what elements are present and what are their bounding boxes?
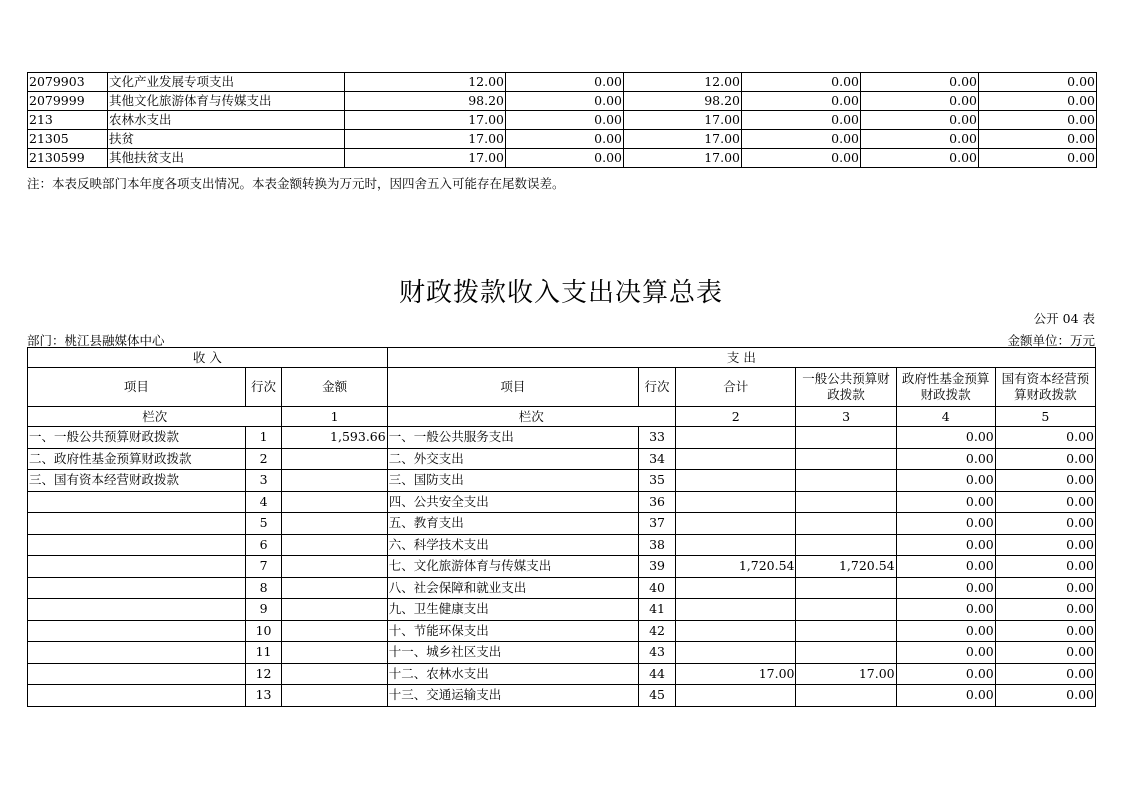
income-item-header: 项目 — [28, 368, 246, 407]
subject-name: 农林水支出 — [108, 111, 345, 130]
expense-row-no: 33 — [639, 427, 676, 449]
income-amount — [282, 642, 387, 664]
amount-cell: 0.00 — [861, 130, 979, 149]
fund-budget-amount: 0.00 — [896, 427, 995, 449]
income-amount — [282, 491, 387, 513]
amount-cell: 0.00 — [506, 73, 624, 92]
amount-cell: 0.00 — [979, 73, 1097, 92]
amount-cell: 0.00 — [742, 149, 861, 168]
income-item — [28, 663, 246, 685]
general-budget-amount — [796, 620, 896, 642]
expense-item: 十二、农林水支出 — [387, 663, 638, 685]
state-capital-amount: 0.00 — [995, 642, 1095, 664]
table-row — [28, 92, 1097, 111]
income-row-no: 2 — [245, 448, 282, 470]
general-budget-amount — [796, 448, 896, 470]
amount-cell: 0.00 — [506, 111, 624, 130]
general-budget-amount — [796, 427, 896, 449]
col-number-1: 1 — [282, 407, 387, 427]
expense-detail-table — [27, 72, 1097, 168]
amount-cell: 0.00 — [742, 111, 861, 130]
expense-row-no: 38 — [639, 534, 676, 556]
expense-item: 六、科学技术支出 — [387, 534, 638, 556]
income-item — [28, 491, 246, 513]
income-amount — [282, 620, 387, 642]
income-row-no: 1 — [245, 427, 282, 449]
amount-cell: 17.00 — [345, 111, 506, 130]
fund-budget-amount: 0.00 — [896, 620, 995, 642]
fund-budget-header: 政府性基金预算财政拨款 — [896, 368, 995, 407]
income-header: 收 入 — [28, 348, 388, 368]
income-row-no: 4 — [245, 491, 282, 513]
subject-code: 2079999 — [28, 92, 108, 111]
expense-item-header: 项目 — [387, 368, 638, 407]
fund-budget-amount: 0.00 — [896, 513, 995, 535]
amount-cell: 0.00 — [979, 111, 1097, 130]
total-amount — [675, 685, 796, 707]
expense-row-no: 44 — [639, 663, 676, 685]
fund-budget-amount: 0.00 — [896, 491, 995, 513]
income-item — [28, 642, 246, 664]
header-row-sections — [28, 348, 1096, 368]
table-row — [28, 111, 1097, 130]
state-capital-amount: 0.00 — [995, 534, 1095, 556]
state-capital-header: 国有资本经营预算财政拨款 — [995, 368, 1095, 407]
department-label: 部门：桃江县融媒体中心 — [27, 333, 165, 348]
expense-item: 七、文化旅游体育与传媒支出 — [387, 556, 638, 578]
expense-row-no: 43 — [639, 642, 676, 664]
general-budget-amount — [796, 577, 896, 599]
income-amount — [282, 663, 387, 685]
subject-name: 其他文化旅游体育与传媒支出 — [108, 92, 345, 111]
expense-item: 九、卫生健康支出 — [387, 599, 638, 621]
general-budget-header: 一般公共预算财政拨款 — [796, 368, 896, 407]
table-row — [28, 685, 1096, 707]
table-row — [28, 599, 1096, 621]
fund-budget-amount: 0.00 — [896, 534, 995, 556]
amount-cell: 0.00 — [861, 73, 979, 92]
subject-name: 文化产业发展专项支出 — [108, 73, 345, 92]
amount-cell: 17.00 — [345, 149, 506, 168]
general-budget-amount — [796, 685, 896, 707]
state-capital-amount: 0.00 — [995, 685, 1095, 707]
income-item: 二、政府性基金预算财政拨款 — [28, 448, 246, 470]
amount-cell: 98.20 — [624, 92, 742, 111]
state-capital-amount: 0.00 — [995, 620, 1095, 642]
amount-cell: 17.00 — [345, 130, 506, 149]
col-number-5: 5 — [995, 407, 1095, 427]
subject-code: 213 — [28, 111, 108, 130]
general-budget-amount — [796, 534, 896, 556]
income-item — [28, 685, 246, 707]
amount-cell: 0.00 — [506, 149, 624, 168]
income-item — [28, 556, 246, 578]
income-lanci-label: 栏次 — [28, 407, 282, 427]
table-row — [28, 427, 1096, 449]
income-item — [28, 577, 246, 599]
income-row-no: 3 — [245, 470, 282, 492]
total-amount — [675, 491, 796, 513]
state-capital-amount: 0.00 — [995, 448, 1095, 470]
income-item — [28, 620, 246, 642]
expense-item: 五、教育支出 — [387, 513, 638, 535]
amount-cell: 0.00 — [506, 92, 624, 111]
expense-row-no: 45 — [639, 685, 676, 707]
income-row-no: 12 — [245, 663, 282, 685]
state-capital-amount: 0.00 — [995, 556, 1095, 578]
subject-code: 21305 — [28, 130, 108, 149]
fund-budget-amount: 0.00 — [896, 556, 995, 578]
general-budget-amount — [796, 491, 896, 513]
income-amount — [282, 685, 387, 707]
state-capital-amount: 0.00 — [995, 491, 1095, 513]
table-note: 注：本表反映部门本年度各项支出情况。本表金额转换为万元时，因四舍五入可能存在尾数误差。 — [27, 176, 565, 191]
expense-detail-body — [28, 73, 1097, 168]
income-item: 三、国有资本经营财政拨款 — [28, 470, 246, 492]
table-row — [28, 556, 1096, 578]
income-amount — [282, 470, 387, 492]
table-row — [28, 534, 1096, 556]
income-row-no: 9 — [245, 599, 282, 621]
general-budget-amount — [796, 470, 896, 492]
amount-cell: 0.00 — [506, 130, 624, 149]
general-budget-amount — [796, 599, 896, 621]
amount-cell: 0.00 — [979, 149, 1097, 168]
total-amount — [675, 599, 796, 621]
table-row — [28, 491, 1096, 513]
amount-cell: 0.00 — [861, 92, 979, 111]
amount-cell: 12.00 — [624, 73, 742, 92]
total-amount — [675, 448, 796, 470]
expense-item: 十、节能环保支出 — [387, 620, 638, 642]
amount-cell: 0.00 — [979, 130, 1097, 149]
fund-budget-amount: 0.00 — [896, 470, 995, 492]
income-amount — [282, 448, 387, 470]
expense-row-no: 42 — [639, 620, 676, 642]
expense-lanci-label: 栏次 — [387, 407, 675, 427]
header-row-columns — [28, 368, 1096, 407]
table-row — [28, 577, 1096, 599]
table-row — [28, 149, 1097, 168]
expense-item: 八、社会保障和就业支出 — [387, 577, 638, 599]
income-amount — [282, 513, 387, 535]
expense-item: 二、外交支出 — [387, 448, 638, 470]
amount-cell: 17.00 — [624, 149, 742, 168]
income-amount — [282, 556, 387, 578]
total-amount — [675, 620, 796, 642]
fiscal-summary-body — [28, 348, 1096, 707]
amount-cell: 0.00 — [742, 73, 861, 92]
subject-name: 其他扶贫支出 — [108, 149, 345, 168]
income-amount — [282, 577, 387, 599]
table-row — [28, 448, 1096, 470]
fund-budget-amount: 0.00 — [896, 685, 995, 707]
income-row-no: 6 — [245, 534, 282, 556]
expense-item: 四、公共安全支出 — [387, 491, 638, 513]
subject-code: 2130599 — [28, 149, 108, 168]
amount-cell: 98.20 — [345, 92, 506, 111]
amount-unit-label: 金额单位：万元 — [1007, 333, 1095, 348]
general-budget-amount: 17.00 — [796, 663, 896, 685]
income-item — [28, 513, 246, 535]
expense-item: 一、一般公共服务支出 — [387, 427, 638, 449]
total-amount — [675, 427, 796, 449]
subject-name: 扶贫 — [108, 130, 345, 149]
table-row — [28, 663, 1096, 685]
form-number: 公开 04 表 — [1033, 311, 1095, 326]
income-item — [28, 534, 246, 556]
fund-budget-amount: 0.00 — [896, 663, 995, 685]
fund-budget-amount: 0.00 — [896, 577, 995, 599]
expense-row-no: 39 — [639, 556, 676, 578]
fund-budget-amount: 0.00 — [896, 642, 995, 664]
income-row-no: 13 — [245, 685, 282, 707]
expense-header: 支 出 — [387, 348, 1095, 368]
amount-cell: 12.00 — [345, 73, 506, 92]
income-item — [28, 599, 246, 621]
income-row-no: 7 — [245, 556, 282, 578]
amount-cell: 0.00 — [979, 92, 1097, 111]
amount-cell: 17.00 — [624, 130, 742, 149]
total-amount — [675, 577, 796, 599]
fiscal-summary-table — [27, 347, 1096, 707]
income-row-no: 11 — [245, 642, 282, 664]
amount-cell: 0.00 — [742, 92, 861, 111]
total-amount: 1,720.54 — [675, 556, 796, 578]
general-budget-amount — [796, 642, 896, 664]
income-row-no: 5 — [245, 513, 282, 535]
table-row — [28, 470, 1096, 492]
expense-item: 三、国防支出 — [387, 470, 638, 492]
table-row — [28, 642, 1096, 664]
table-row — [28, 620, 1096, 642]
total-amount — [675, 534, 796, 556]
col-number-2: 2 — [675, 407, 796, 427]
amount-cell: 17.00 — [624, 111, 742, 130]
income-amount: 1,593.66 — [282, 427, 387, 449]
page-title: 财政拨款收入支出决算总表 — [398, 278, 723, 308]
income-amount — [282, 599, 387, 621]
total-amount — [675, 470, 796, 492]
total-amount: 17.00 — [675, 663, 796, 685]
expense-row-no: 34 — [639, 448, 676, 470]
income-amount — [282, 534, 387, 556]
header-row-column-numbers — [28, 407, 1096, 427]
col-number-4: 4 — [896, 407, 995, 427]
expense-item: 十一、城乡社区支出 — [387, 642, 638, 664]
col-number-3: 3 — [796, 407, 896, 427]
total-amount — [675, 642, 796, 664]
general-budget-amount: 1,720.54 — [796, 556, 896, 578]
expense-item: 十三、交通运输支出 — [387, 685, 638, 707]
amount-cell: 0.00 — [742, 130, 861, 149]
state-capital-amount: 0.00 — [995, 663, 1095, 685]
table-row — [28, 513, 1096, 535]
income-row-no: 10 — [245, 620, 282, 642]
state-capital-amount: 0.00 — [995, 599, 1095, 621]
amount-cell: 0.00 — [861, 111, 979, 130]
amount-cell: 0.00 — [861, 149, 979, 168]
income-row-no-header: 行次 — [245, 368, 282, 407]
expense-row-no: 40 — [639, 577, 676, 599]
expense-row-no: 37 — [639, 513, 676, 535]
state-capital-amount: 0.00 — [995, 577, 1095, 599]
total-header: 合计 — [675, 368, 796, 407]
expense-row-no-header: 行次 — [639, 368, 676, 407]
income-amount-header: 金额 — [282, 368, 387, 407]
total-amount — [675, 513, 796, 535]
expense-row-no: 41 — [639, 599, 676, 621]
expense-row-no: 36 — [639, 491, 676, 513]
state-capital-amount: 0.00 — [995, 427, 1095, 449]
expense-row-no: 35 — [639, 470, 676, 492]
fund-budget-amount: 0.00 — [896, 448, 995, 470]
income-row-no: 8 — [245, 577, 282, 599]
general-budget-amount — [796, 513, 896, 535]
state-capital-amount: 0.00 — [995, 513, 1095, 535]
table-row — [28, 73, 1097, 92]
income-item: 一、一般公共预算财政拨款 — [28, 427, 246, 449]
table-row — [28, 130, 1097, 149]
fund-budget-amount: 0.00 — [896, 599, 995, 621]
subject-code: 2079903 — [28, 73, 108, 92]
state-capital-amount: 0.00 — [995, 470, 1095, 492]
